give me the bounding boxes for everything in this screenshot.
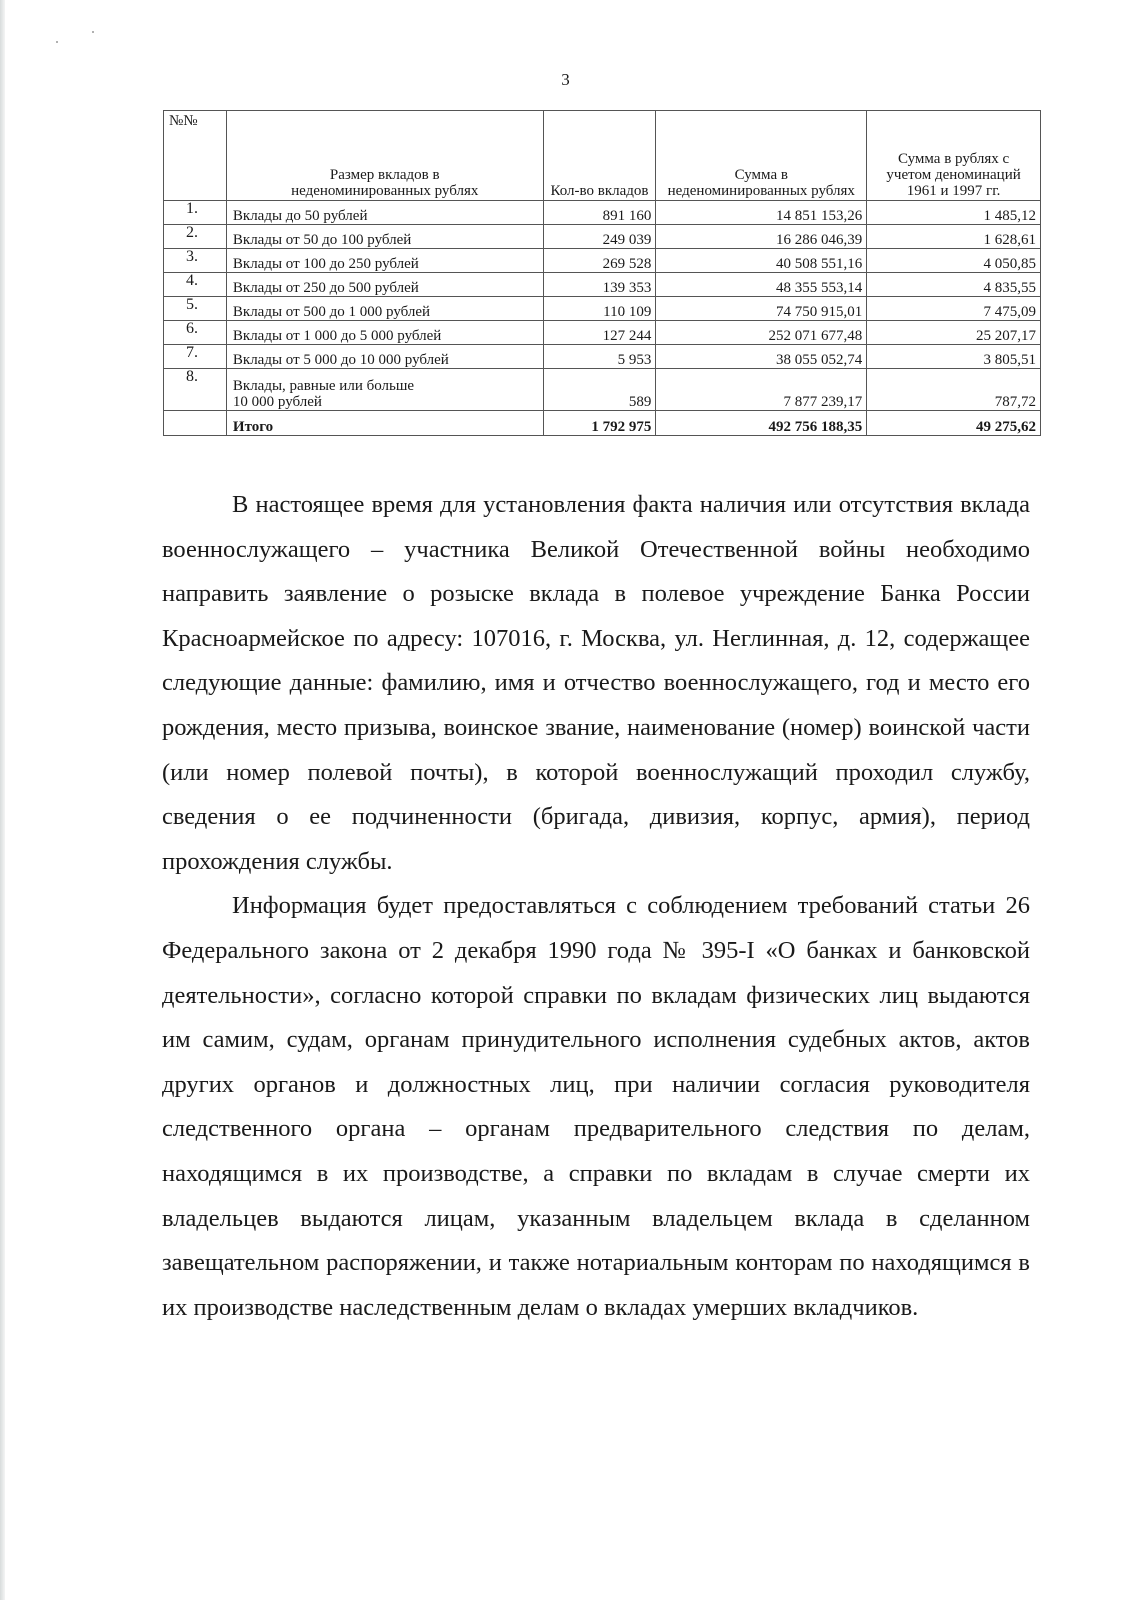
row-number: 8.	[164, 369, 227, 411]
deposits-table	[163, 110, 1041, 436]
row-label: Вклады, равные или больше 10 000 рублей	[226, 369, 543, 411]
row-count: 249 039	[543, 225, 656, 249]
row-number: 6.	[164, 321, 227, 345]
row-count: 269 528	[543, 249, 656, 273]
row-count: 110 109	[543, 297, 656, 321]
row-denominated: 3 805,51	[867, 345, 1041, 369]
row-sum: 48 355 553,14	[656, 273, 867, 297]
scan-speck	[92, 31, 94, 33]
row-number: 4.	[164, 273, 227, 297]
row-label: Вклады от 1 000 до 5 000 рублей	[226, 321, 543, 345]
row-denominated: 4 835,55	[867, 273, 1041, 297]
row-denominated: 787,72	[867, 369, 1041, 411]
total-label: Итого	[226, 411, 543, 436]
row-number: 5.	[164, 297, 227, 321]
table-total-row	[164, 411, 1041, 436]
table-row	[164, 273, 1041, 297]
header-sum-denominated: Сумма в рублях с учетом деноминаций 1961 и 1997 гг.	[867, 111, 1041, 201]
header-sum-undenominated: Сумма в неденоминированных рублях	[656, 111, 867, 201]
row-label: Вклады от 500 до 1 000 рублей	[226, 297, 543, 321]
row-label: Вклады от 5 000 до 10 000 рублей	[226, 345, 543, 369]
table-row	[164, 297, 1041, 321]
paragraph-search-request: В настоящее время для установления факта наличия или отсутствия вклада военнослужащего – участника Великой Отечественной войны необходимо направить заявление о розыске вклада в полевое учреждение Банка России Красноармейское по адресу: 107016, г. Москва, ул. Неглинная, д. 12, содержащее следующие данные: фамилию, имя и отчество военнослужащего, год и место его рождения, место призыва, воинское звание, наименование (номер) воинской части (или номер полевой почты), в которой военнослужащий проходил службу, сведения о ее подчиненности (бригада, дивизия, корпус, армия), период прохождения службы.	[162, 491, 1030, 875]
total-denominated: 49 275,62	[867, 411, 1041, 436]
row-sum: 14 851 153,26	[656, 201, 867, 225]
table-row	[164, 345, 1041, 369]
table-row	[164, 249, 1041, 273]
row-number: 3.	[164, 249, 227, 273]
total-number	[164, 411, 227, 436]
row-count: 127 244	[543, 321, 656, 345]
row-denominated: 7 475,09	[867, 297, 1041, 321]
row-denominated: 1 485,12	[867, 201, 1041, 225]
row-label: Вклады от 250 до 500 рублей	[226, 273, 543, 297]
row-count: 5 953	[543, 345, 656, 369]
row-sum: 16 286 046,39	[656, 225, 867, 249]
row-number: 1.	[164, 201, 227, 225]
row-denominated: 1 628,61	[867, 225, 1041, 249]
row-denominated: 4 050,85	[867, 249, 1041, 273]
table-row	[164, 369, 1041, 411]
scan-edge	[0, 0, 5, 1600]
row-number: 2.	[164, 225, 227, 249]
row-denominated: 25 207,17	[867, 321, 1041, 345]
paragraph-information-disclosure: Информация будет предоставляться с соблюдением требований статьи 26 Федерального закона от 2 декабря 1990 года № 395-I «О банках и банковской деятельности», согласно которой справки по вкладам физических лиц выдаются им самим, судам, органам принудительного исполнения судебных актов, актов других органов и должностных лиц, при наличии согласия руководителя следственного органа – органам предварительного следствия по делам, находящимся в их производстве, а справки по вкладам в случае смерти их владельцев выдаются лицам, указанным владельцем вклада в сделанном завещательном распоряжении, и также нотариальным конторам по находящимся в их производстве наследственным делам о вкладах умерших вкладчиков.	[162, 892, 1030, 1321]
row-sum: 40 508 551,16	[656, 249, 867, 273]
row-count: 891 160	[543, 201, 656, 225]
table-row	[164, 201, 1041, 225]
row-label: Вклады от 100 до 250 рублей	[226, 249, 543, 273]
page-number: 3	[561, 70, 570, 89]
row-count: 589	[543, 369, 656, 411]
header-deposit-size: Размер вкладов в неденоминированных рублях	[226, 111, 543, 201]
body-text	[162, 483, 1030, 1330]
row-sum: 74 750 915,01	[656, 297, 867, 321]
total-count: 1 792 975	[543, 411, 656, 436]
row-sum: 252 071 677,48	[656, 321, 867, 345]
total-sum: 492 756 188,35	[656, 411, 867, 436]
table-header-row	[164, 111, 1041, 201]
scan-speck	[56, 41, 58, 43]
row-sum: 38 055 052,74	[656, 345, 867, 369]
table-row	[164, 321, 1041, 345]
row-label: Вклады от 50 до 100 рублей	[226, 225, 543, 249]
header-number: №№	[164, 111, 227, 201]
row-label: Вклады до 50 рублей	[226, 201, 543, 225]
row-sum: 7 877 239,17	[656, 369, 867, 411]
table-row	[164, 225, 1041, 249]
row-number: 7.	[164, 345, 227, 369]
row-count: 139 353	[543, 273, 656, 297]
header-deposit-count: Кол-во вкладов	[543, 111, 656, 201]
